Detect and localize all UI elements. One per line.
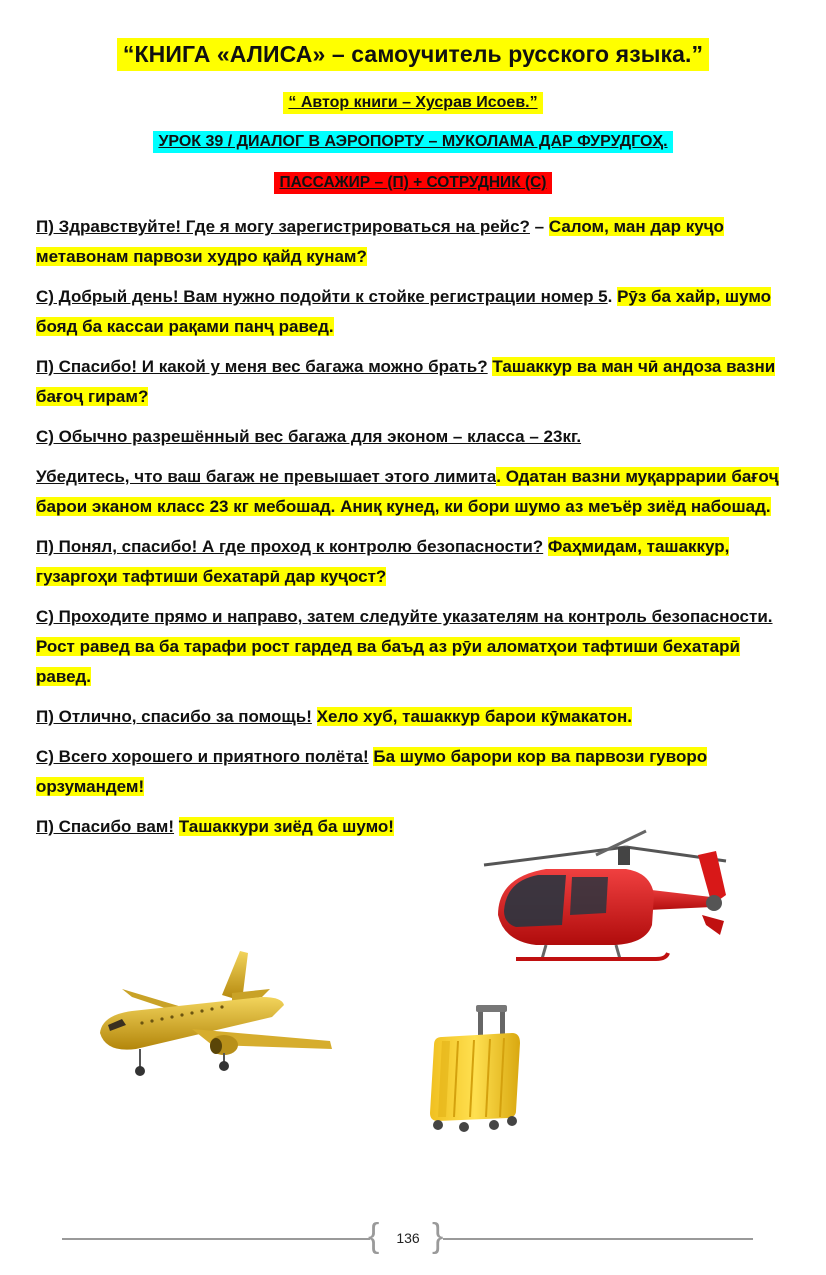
dialog: [36, 212, 786, 852]
helicopter-icon: [476, 825, 736, 975]
suitcase-icon: [424, 1003, 534, 1133]
dialog-line: [36, 422, 786, 452]
dialog-line: [36, 462, 786, 522]
page-number: 136: [396, 1230, 420, 1246]
lesson-title: УРОК 39 / ДИАЛОГ В АЭРОПОРТУ – МУКОЛАМА ДАР ФУРУДГОҲ.: [153, 131, 672, 153]
tajik-translation: Рост равед ва ба тарафи рост гардед ва баъд аз рӯи аломатҳои тафтиши бехатарӣ равед.: [36, 637, 740, 686]
russian-text: П) Отлично, спасибо за помощь!: [36, 707, 312, 726]
dialog-line: [36, 742, 786, 802]
tajik-translation: Ба шумо барори кор ва парвози гуворо орзумандем!: [36, 747, 708, 796]
dialog-line: [36, 702, 786, 732]
tajik-translation: . Одатан вазни муқаррарии бағоҷ барои эканом класс 23 кг мебошад. Аниқ кунед, ки бори шумо аз меъёр зиёд набошад.: [36, 467, 779, 516]
russian-text: П) Здравствуйте! Где я могу зарегистрироваться на рейс?: [36, 217, 530, 236]
tajik-translation: Ташаккури зиёд ба шумо!: [178, 817, 394, 836]
dialog-line: [36, 282, 786, 342]
separator: –: [529, 217, 549, 236]
footer-divider-left: [62, 1238, 370, 1240]
tajik-translation: Хело хуб, ташаккур барои кӯмакатон.: [316, 707, 633, 726]
russian-text: С) Проходите прямо и направо, затем следуйте указателям на контроль безопасности.: [36, 607, 773, 626]
russian-text: П) Понял, спасибо! А где проход к контролю безопасности?: [36, 537, 544, 556]
russian-text: С) Добрый день! Вам нужно подойти к стойке регистрации номер 5: [36, 287, 608, 306]
russian-text: С) Обычно разрешённый вес багажа для эконом – класса – 23кг.: [36, 427, 582, 446]
tajik-translation: Ташаккур ва ман чӣ андоза вазни бағоҷ гирам?: [36, 357, 776, 406]
book-title: “КНИГА «АЛИСА» – самоучитель русского языка.”: [117, 38, 709, 71]
lesson-block: [0, 131, 826, 153]
author-line: “ Автор книги – Хусрав Исоев.”: [283, 92, 542, 114]
separator: .: [607, 287, 618, 306]
roles-legend: ПАССАЖИР – (П) + СОТРУДНИК (С): [274, 172, 553, 194]
footer-divider-right: [443, 1238, 753, 1240]
dialog-line: [36, 352, 786, 412]
russian-text: П) Спасибо! И какой у меня вес багажа можно брать?: [36, 357, 488, 376]
dialog-line: [36, 212, 786, 272]
page-bracket-right: }: [432, 1217, 444, 1255]
airplane-icon: [92, 945, 342, 1090]
author-block: [0, 92, 826, 114]
roles-block: [0, 172, 826, 194]
dialog-line: [36, 532, 786, 592]
tajik-translation: Фаҳмидам, ташаккур, гузаргоҳи тафтиши бехатарӣ дар куҷост?: [36, 537, 730, 586]
separator: [312, 707, 317, 726]
russian-text: С) Всего хорошего и приятного полёта!: [36, 747, 369, 766]
tajik-translation: Рӯз ба хайр, шумо бояд ба кассаи рақами панҷ равед.: [36, 287, 772, 336]
dialog-line: [36, 602, 786, 692]
russian-text: Убедитесь, что ваш багаж не превышает этого лимита: [36, 467, 497, 486]
title-block: [0, 38, 826, 71]
page-bracket-left: {: [368, 1217, 380, 1255]
russian-text: П) Спасибо вам!: [36, 817, 175, 836]
tajik-translation: Салом, ман дар куҷо метавонам парвози худро қайд кунам?: [36, 217, 724, 266]
